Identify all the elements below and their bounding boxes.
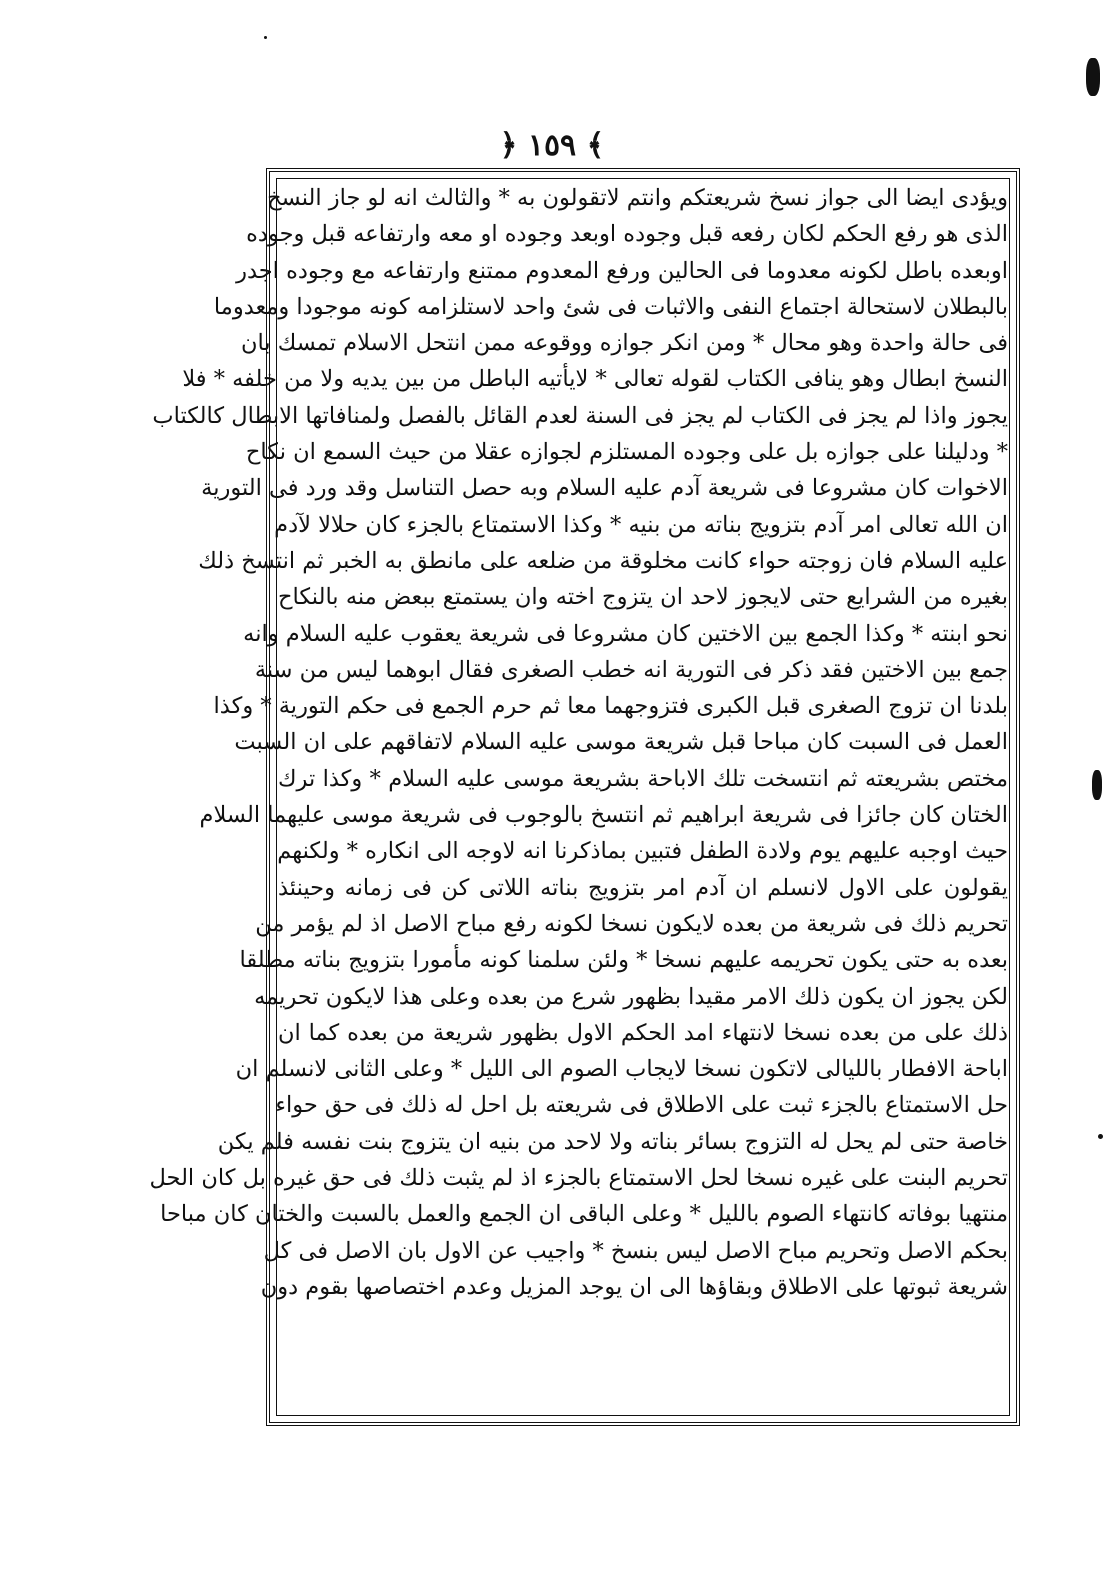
margin-ink-dot [264,36,267,39]
text-line: يقولون على الاول لانسلم ان آدم امر بتزويج بناته اللاتى كن فى زمانه وحينئذ [278,874,1008,901]
margin-ink-mark [1086,58,1100,96]
text-line: اوبعده باطل لكونه معدوما فى الحالين ورفع المعدوم ممتنع وارتفاعه مع وجوده اجدر [236,257,1008,284]
text-line: بلدنا ان تزوج الصغرى قبل الكبرى فتزوجهما معا ثم حرم الجمع فى حكم التورية * وكذا [213,693,1008,720]
margin-ink-mark [1092,770,1102,800]
text-line: النسخ ابطال وهو ينافى الكتاب لقوله تعالى * لايأتيه الباطل من بين يديه ولا من خلفه * فلا [182,366,1008,393]
text-line: بالبطلان لاستحالة اجتماع النفى والاثبات فى شئ واحد لاستلزامه كونه موجودا ومعدوما [213,293,1008,320]
text-line: بحكم الاصل وتحريم مباح الاصل ليس بنسخ * واجيب عن الاول بان الاصل فى كل [263,1237,1008,1264]
text-line: * ودليلنا على جوازه بل على وجوده المستلزم لجوازه عقلا من حيث السمع ان نكاح [245,439,1008,466]
text-line: لكن يجوز ان يكون ذلك الامر مقيدا بظهور شرع من بعده وعلى هذا لايكون تحريمه [254,983,1008,1010]
text-line: خاصة حتى لم يحل له التزوج بسائر بناته ولا لاحد من بنيه ان يتزوج بنت نفسه فلم يكن [217,1128,1008,1155]
text-frame [149,168,1020,1426]
text-line: بعده به حتى يكون تحريمه عليهم نسخا * ولئن سلمنا كونه مأمورا بتزويج بناته مطلقا [239,947,1008,974]
text-line: حل الاستمتاع بالجزء ثبت على الاطلاق فى شريعته بل احل له ذلك فى حق حواء [275,1092,1008,1119]
text-line: ويؤدى ايضا الى جواز نسخ شريعتكم وانتم لاتقولون به * والثالث انه لو جاز النسخ [267,185,1008,211]
text-line: العمل فى السبت كان مباحا قبل شريعة موسى عليه السلام لاتفاقهم على ان السبت [234,729,1008,756]
text-line: بغيره من الشرايع حتى لايجوز لاحد ان يتزوج اخته وان يستمتع ببعض منه بالنكاح [278,584,1008,611]
text-line: مختص بشريعته ثم انتسخت تلك الاباحة بشريعة موسى عليه السلام * وكذا ترك [278,765,1008,792]
text-line: تحريم البنت على غيره نسخا لحل الاستمتاع بالجزء اذ لم يثبت ذلك فى حق غيره بل كان الحل [149,1165,1008,1192]
text-line: منتهيا بوفاته كانتهاء الصوم بالليل * وعلى الباقى ان الجمع والعمل بالسبت والختان كان مباحا [160,1201,1008,1228]
text-line: تحريم ذلك فى شريعة من بعده لايكون نسخا لكونه رفع مباح الاصل اذ لم يؤمر من [255,910,1008,937]
text-line: فى حالة واحدة وهو محال * ومن انكر جوازه ووقوعه ممن انتحل الاسلام تمسك بان [240,330,1008,357]
text-line: جمع بين الاختين فقد ذكر فى التورية انه خطب الصغرى فقال ابوهما ليس من سنة [254,656,1008,683]
text-line: الاخوات كان مشروعا فى شريعة آدم عليه السلام وبه حصل التناسل وقد ورد فى التورية [201,475,1008,502]
margin-ink-dot [1098,1134,1103,1139]
text-line: نحو ابنته * وكذا الجمع بين الاختين كان مشروعا فى شريعة يعقوب عليه السلام وانه [243,620,1008,647]
text-line: اباحة الافطار بالليالى لاتكون نسخا لايجاب الصوم الى الليل * وعلى الثانى لانسلم ان [235,1056,1008,1083]
body-text [149,180,1008,1305]
page-number: ﴿ ١٥٩ ﴾ [499,128,605,163]
text-line: ذلك على من بعده نسخا لانتهاء امد الحكم الاول بظهور شريعة من بعده كما ان [278,1019,1008,1046]
text-line: حيث اوجبه عليهم يوم ولادة الطفل فتبين بماذكرنا انه لاوجه الى انكاره * ولكنهم [277,838,1008,865]
text-line: الذى هو رفع الحكم لكان رفعه قبل وجوده اوبعد وجوده او معه وارتفاعه قبل وجوده [246,221,1008,248]
text-line: ان الله تعالى امر آدم بتزويج بناته من بنيه * وكذا الاستمتاع بالجزء كان حلالا لآدم [274,511,1008,538]
text-line: عليه السلام فان زوجته حواء كانت مخلوقة من ضلعه على مانطق به الخبر ثم انتسخ ذلك [198,547,1008,574]
text-line: يجوز واذا لم يجز فى الكتاب لم يجز فى السنة لعدم القائل بالفصل ولمنافاتها الابطال كالكتاب [152,402,1008,429]
text-line: الختان كان جائزا فى شريعة ابراهيم ثم انتسخ بالوجوب فى شريعة موسى عليهما السلام [199,802,1008,829]
text-line: شريعة ثبوتها على الاطلاق وبقاؤها الى ان يوجد المزيل وعدم اختصاصها بقوم دون [260,1273,1008,1300]
